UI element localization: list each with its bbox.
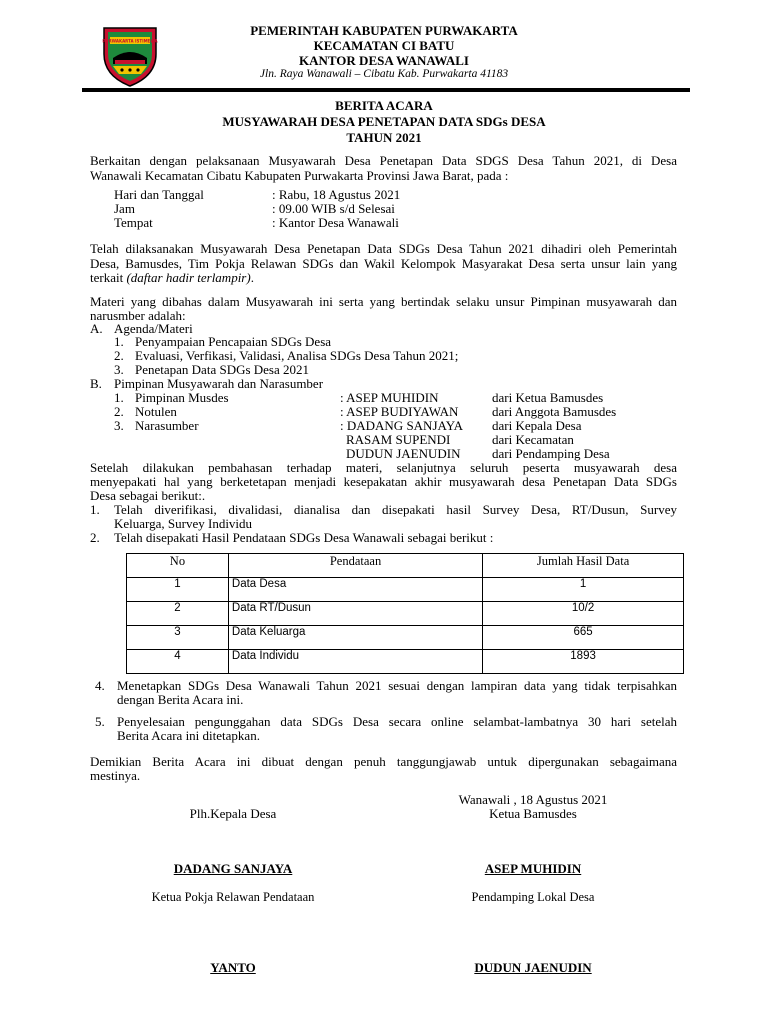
signature-right-title-2: Pendamping Lokal Desa (471, 890, 595, 904)
table-cell-no: 2 (127, 602, 229, 626)
table-cell-pendataan: Data Keluarga (228, 626, 482, 650)
schedule-value-time: : 09.00 WIB s/d Selesai (272, 201, 395, 216)
agenda-item-1: Penyampaian Pencapaian SDGs Desa (135, 334, 332, 349)
para4-line-1: Setelah dilakukan pembahasan terhadap materi, selanjutnya seluruh peserta musyawarah desa (90, 460, 677, 475)
leader-from-1: dari Ketua Bamusdes (492, 390, 604, 405)
table-row (127, 602, 684, 626)
agenda-item-3: Penetapan Data SDGs Desa 2021 (135, 362, 310, 377)
result-5-line-1: Penyelesaian pengunggahan data SDGs Desa secara online selambat-lambatnya 30 hari setelah (117, 714, 677, 729)
logo-text: PURWAKARTA ISTIMEWA (102, 38, 158, 44)
schedule-label-time: Jam (114, 201, 135, 216)
signature-place-date: Wanawali , 18 Agustus 2021 (458, 792, 608, 807)
schedule-value-date: : Rabu, 18 Agustus 2021 (272, 187, 401, 202)
agenda-num-2: 2. (114, 348, 124, 363)
regency-logo (101, 24, 159, 88)
table-row (127, 626, 684, 650)
intro-line-2: Wanawali Kecamatan Cibatu Kabupaten Purwakarta Provinsi Jawa Barat, pada : (90, 168, 509, 183)
closing-line-2: mestinya. (90, 768, 141, 783)
leader-name-1: : ASEP MUHIDIN (340, 390, 439, 405)
header-divider (82, 88, 690, 92)
para2-line-2: Desa, Bamusdes, Tim Pokja Relawan SDGs dan Wakil Kelompok Masyarakat Desa serta unsur lain yang (90, 256, 677, 271)
signature-left-name-1: DADANG SANJAYA (173, 861, 293, 876)
table-row (127, 578, 684, 602)
leader-from-5: dari Pendamping Desa (492, 446, 610, 461)
para2-line-3: terkait (daftar hadir terlampir). (90, 270, 254, 285)
section-b-title: Pimpinan Musyawarah dan Narasumber (114, 376, 324, 391)
agenda-item-2: Evaluasi, Verfikasi, Validasi, Analisa SDGs Desa Tahun 2021; (135, 348, 459, 363)
leader-name-3: : DADANG SANJAYA (340, 418, 464, 433)
leader-role-2: Notulen (135, 404, 177, 419)
table-cell-no: 1 (127, 578, 229, 602)
para2-line-1: Telah dilaksanakan Musyawarah Desa Penetapan Data SDGs Desa Tahun 2021 dihadiri oleh Pemerintah (90, 241, 677, 256)
table-cell-pendataan: Data Individu (228, 650, 482, 674)
para4-line-3: Desa sebagai berikut:. (90, 488, 206, 503)
para3-line-2: narusmber adalah: (90, 308, 186, 323)
doc-title-2: MUSYAWARAH DESA PENETAPAN DATA SDGs DESA (222, 114, 546, 129)
table-cell-no: 3 (127, 626, 229, 650)
leader-role-3: Narasumber (135, 418, 199, 433)
signature-right-name-2: DUDUN JAENUDIN (474, 960, 592, 975)
result-1-line-1: Telah diverifikasi, divalidasi, dianalisa dan disepakati hasil Survey Desa, RT/Dusun, Survey (114, 502, 677, 517)
leader-from-2: dari Anggota Bamusdes (492, 404, 617, 419)
table-cell-jumlah: 665 (483, 626, 684, 650)
signature-right-title-1: Ketua Bamusdes (489, 806, 577, 821)
table-cell-pendataan: Data Desa (228, 578, 482, 602)
closing-line-1: Demikian Berita Acara ini dibuat dengan penuh tanggungjawab untuk dipergunakan sebagaimana (90, 754, 677, 769)
schedule-label-date: Hari dan Tanggal (114, 187, 204, 202)
signature-left-title-1: Plh.Kepala Desa (189, 806, 277, 821)
table-cell-jumlah: 10/2 (483, 602, 684, 626)
para3-line-1: Materi yang dibahas dalam Musyawarah ini serta yang bertindak selaku unsur Pimpinan musyawarah dan (90, 294, 677, 309)
result-5-line-2: Berita Acara ini ditetapkan. (117, 728, 260, 743)
intro-line-1: Berkaitan dengan pelaksanaan Musyawarah Desa Penetapan Data SDGS Desa Tahun 2021, di Desa (90, 153, 677, 168)
table-cell-jumlah: 1893 (483, 650, 684, 674)
header-line-2: KECAMATAN CI BATU (313, 38, 455, 53)
leader-name-4: RASAM SUPENDI (346, 432, 451, 447)
result-num-1: 1. (90, 502, 100, 517)
result-num-4: 4. (95, 678, 105, 693)
leader-from-3: dari Kepala Desa (492, 418, 582, 433)
leader-num-3: 3. (114, 418, 124, 433)
signature-right-name-1: ASEP MUHIDIN (484, 861, 582, 876)
signature-left-title-2: Ketua Pokja Relawan Pendataan (151, 890, 315, 904)
table-header-no: No (127, 554, 229, 578)
doc-title-3: TAHUN 2021 (346, 130, 422, 145)
schedule-value-place: : Kantor Desa Wanawali (272, 215, 399, 230)
leader-num-2: 2. (114, 404, 124, 419)
table-cell-pendataan: Data RT/Dusun (228, 602, 482, 626)
agenda-num-3: 3. (114, 362, 124, 377)
result-num-5: 5. (95, 714, 105, 729)
leader-from-4: dari Kecamatan (492, 432, 574, 447)
leader-role-1: Pimpinan Musdes (135, 390, 229, 405)
section-b-marker: B. (90, 376, 102, 391)
signature-left-name-2: YANTO (210, 960, 256, 975)
para4-line-2: menyepakati hal yang berketetapan menjadi kesepakatan akhir musyawarah desa Penetapan Data SDGs (90, 474, 677, 489)
sdgs-data-table (126, 553, 684, 674)
result-1-line-2: Keluarga, Survey Individu (114, 516, 253, 531)
table-header-jumlah: Jumlah Hasil Data (483, 554, 684, 578)
table-header-pendataan: Pendataan (228, 554, 482, 578)
leader-num-1: 1. (114, 390, 124, 405)
result-num-2: 2. (90, 530, 100, 545)
result-4-line-2: dengan Berita Acara ini. (117, 692, 244, 707)
doc-title-1: BERITA ACARA (335, 98, 433, 113)
section-a-marker: A. (90, 321, 103, 336)
table-header-row (127, 554, 684, 578)
header-line-1: PEMERINTAH KABUPATEN PURWAKARTA (250, 23, 518, 38)
result-2-text: Telah disepakati Hasil Pendataan SDGs Desa Wanawali sebagai berikut : (114, 530, 494, 545)
table-cell-jumlah: 1 (483, 578, 684, 602)
leader-name-2: : ASEP BUDIYAWAN (340, 404, 459, 419)
table-cell-no: 4 (127, 650, 229, 674)
leader-name-5: DUDUN JAENUDIN (346, 446, 461, 461)
agenda-num-1: 1. (114, 334, 124, 349)
section-a-title: Agenda/Materi (114, 321, 193, 336)
table-row (127, 650, 684, 674)
result-4-line-1: Menetapkan SDGs Desa Wanawali Tahun 2021 sesuai dengan lampiran data yang tidak terpisahkan (117, 678, 677, 693)
header-address: Jln. Raya Wanawali – Cibatu Kab. Purwakarta 41183 (259, 68, 509, 80)
attendance-note: (daftar hadir terlampir) (126, 270, 251, 285)
schedule-label-place: Tempat (114, 215, 153, 230)
header-line-3: KANTOR DESA WANAWALI (298, 53, 469, 68)
